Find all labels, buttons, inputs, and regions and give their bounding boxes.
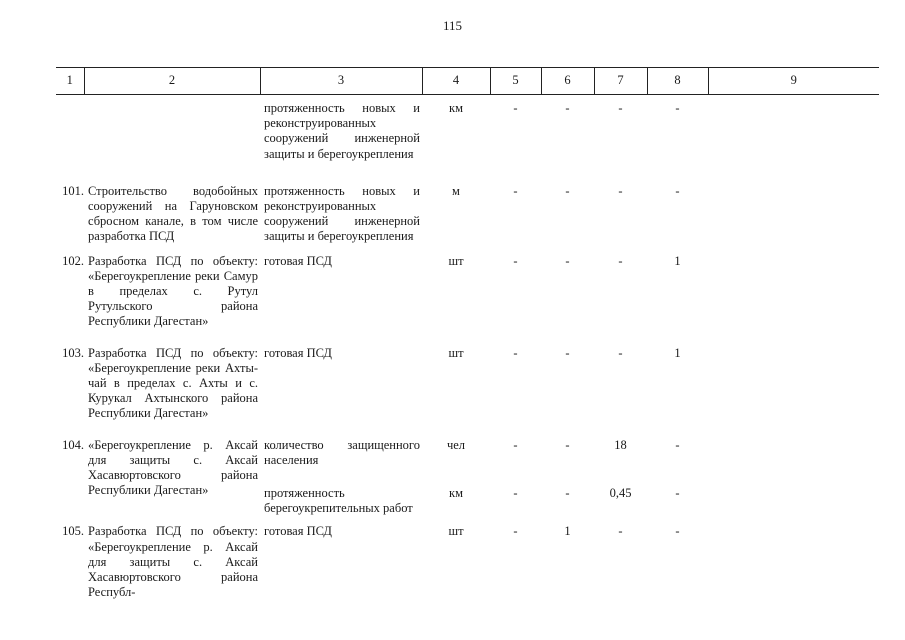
- cell-col6: -: [565, 345, 570, 360]
- indicator: готовая ПСД: [264, 345, 332, 360]
- unit: шт: [448, 345, 464, 360]
- cell-col9: [708, 438, 879, 468]
- column-header-row: [56, 68, 879, 95]
- cell-col7: -: [618, 345, 623, 360]
- indicator: протяженность новых и реконструированных сооружений инженерной защиты и берегоукрепления: [264, 183, 420, 244]
- row-number: [56, 95, 84, 162]
- cell-col9: [708, 95, 879, 162]
- column-header: 1: [56, 68, 84, 95]
- row-spacer: [56, 330, 879, 346]
- table-row: [56, 254, 879, 330]
- cell-col8: -: [675, 437, 680, 452]
- object-name: [84, 95, 260, 162]
- cell-col9: [708, 346, 879, 422]
- cell-col7: -: [618, 183, 623, 198]
- unit: шт: [448, 524, 464, 539]
- row-number: 103.: [62, 345, 84, 360]
- cell-col8: -: [675, 183, 680, 198]
- column-header: 3: [260, 68, 422, 95]
- column-header: 2: [84, 68, 260, 95]
- cell-col7: 0,45: [609, 486, 632, 501]
- row-number: 102.: [62, 253, 84, 268]
- table-row: [56, 524, 879, 600]
- cell-col6: -: [565, 437, 570, 452]
- cell-col8: -: [675, 524, 680, 539]
- cell-col5: -: [513, 524, 518, 539]
- object-name: «Берегоукрепление р. Аксай для защиты с. Аксай Хасавюртовского района Республики Дагестан»: [88, 437, 258, 498]
- cell-col7: -: [618, 253, 623, 268]
- cell-col6: -: [565, 183, 570, 198]
- cell-col7: -: [618, 101, 623, 115]
- object-name: Разработка ПСД по объекту: «Берегоукрепление реки Ахты-чай в пределах с. Ахты и с. Курукал Ахтынского района Республики Дагестан»: [88, 345, 258, 421]
- row-spacer: [56, 516, 879, 524]
- cell-col6: -: [565, 101, 570, 115]
- cell-col5: -: [513, 486, 518, 501]
- unit: м: [452, 183, 460, 198]
- cell-col5: -: [513, 101, 518, 115]
- cell-col8: 1: [674, 253, 681, 268]
- unit: км: [449, 101, 463, 115]
- cell-col5: -: [513, 183, 518, 198]
- table-row: [56, 438, 879, 468]
- row-spacer: [56, 162, 879, 184]
- cell-col9: [708, 184, 879, 245]
- cell-col7: 18: [614, 437, 627, 452]
- data-table: [56, 67, 879, 600]
- column-header: 6: [541, 68, 594, 95]
- cell-col6: -: [565, 486, 570, 501]
- column-header: 7: [594, 68, 647, 95]
- row-spacer: [56, 422, 879, 438]
- row-spacer: [56, 245, 879, 254]
- cell-col8: -: [675, 101, 680, 115]
- column-header: 4: [422, 68, 490, 95]
- row-number: 101.: [62, 183, 84, 198]
- object-name: Разработка ПСД по объекту: «Берегоукрепление реки Самур в пределах с. Рутул Рутульского района Республики Дагестан»: [88, 253, 258, 329]
- indicator: протяженность берегоукрепительных работ: [264, 486, 413, 516]
- cell-col9: [708, 524, 879, 600]
- column-header: 9: [708, 68, 879, 95]
- indicator: протяженность новых и реконструированных сооружений инженерной защиты и берегоукрепления: [264, 101, 420, 161]
- cell-col9: [708, 254, 879, 330]
- cell-col8: 1: [674, 345, 681, 360]
- row-number: 105.: [62, 524, 84, 539]
- cell-col6: -: [565, 253, 570, 268]
- unit: чел: [446, 437, 466, 452]
- table-row: [56, 95, 879, 162]
- object-name: Разработка ПСД по объекту: «Берегоукрепление р. Аксай для защиты с. Аксай Хасавюртовского района Республ-: [88, 524, 258, 600]
- table-row: [56, 184, 879, 245]
- cell-col5: -: [513, 345, 518, 360]
- cell-col9: [708, 468, 879, 516]
- indicator: готовая ПСД: [264, 253, 332, 268]
- unit: шт: [448, 253, 464, 268]
- indicator: количество защищенного населения: [264, 437, 420, 467]
- cell-col5: -: [513, 437, 518, 452]
- object-name: Строительство водобойных сооружений на Гаруновском сбросном канале, в том числе разработка ПСД: [88, 183, 258, 244]
- column-header: 5: [490, 68, 541, 95]
- table-row: [56, 346, 879, 422]
- unit: км: [449, 486, 463, 501]
- cell-col8: -: [675, 486, 680, 501]
- column-header: 8: [647, 68, 708, 95]
- cell-col5: -: [513, 253, 518, 268]
- indicator: готовая ПСД: [264, 524, 332, 539]
- row-number: 104.: [62, 437, 84, 452]
- cell-col7: -: [618, 524, 623, 539]
- cell-col6: 1: [564, 524, 571, 539]
- page-number: 115: [442, 18, 463, 33]
